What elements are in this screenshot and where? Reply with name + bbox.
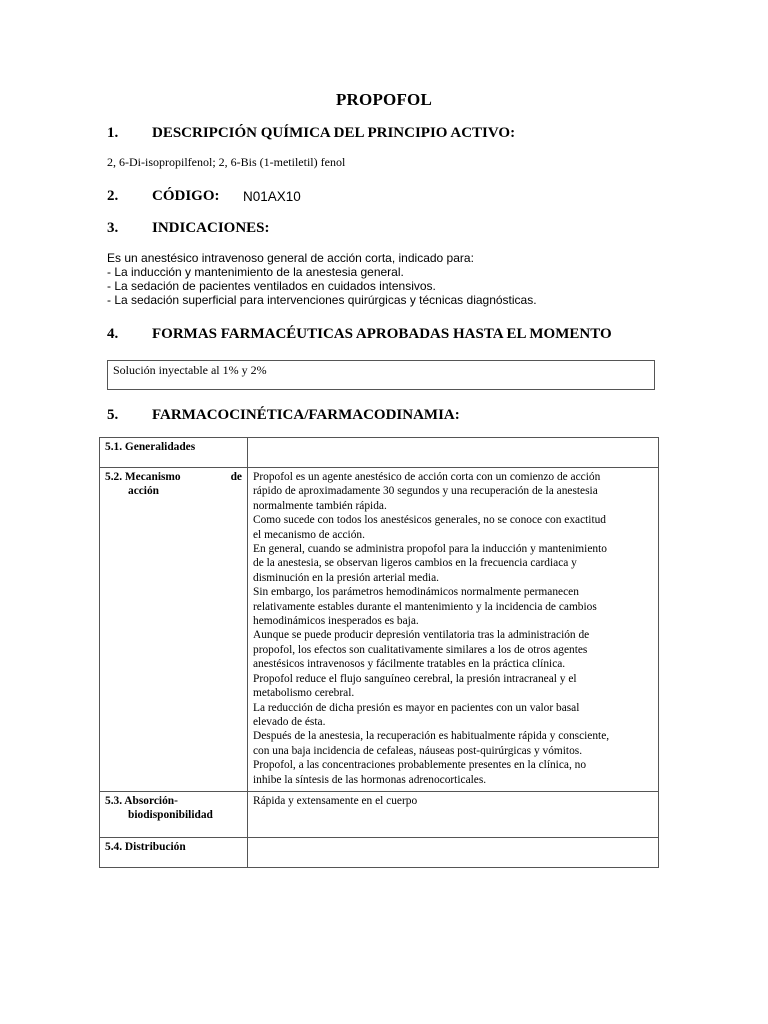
row-label-mecanismo bbox=[100, 468, 248, 792]
section-1-number: 1. bbox=[107, 125, 119, 141]
text-line: Propofol reduce el flujo sanguíneo cerebral, la presión intracraneal y el bbox=[253, 672, 577, 685]
table-row bbox=[100, 791, 659, 837]
section-4-heading: FORMAS FARMACÉUTICAS APROBADAS HASTA EL MOMENTO bbox=[152, 326, 612, 342]
table-row bbox=[100, 438, 659, 468]
label-part: 5.3. Absorción- bbox=[105, 794, 178, 807]
row-label-distribucion: 5.4. Distribución bbox=[100, 837, 248, 867]
row-label-generalidades: 5.1. Generalidades bbox=[100, 438, 248, 468]
row-label-absorcion bbox=[100, 791, 248, 837]
section-5-heading: FARMACOCINÉTICA/FARMACODINAMIA: bbox=[152, 407, 460, 423]
section-1-text: 2, 6-Di-isopropilfenol; 2, 6-Bis (1-metiletil) fenol bbox=[107, 155, 346, 169]
text-line: Sin embargo, los parámetros hemodinámicos normalmente permanecen bbox=[253, 586, 579, 599]
text-line: de la anestesia, se observan ligeros cambios en la frecuencia cardiaca y bbox=[253, 557, 577, 570]
text-line: relativamente estables durante el mantenimiento y la incidencia de cambios bbox=[253, 600, 597, 613]
document-title: PROPOFOL bbox=[335, 90, 433, 109]
indications-line: Es un anestésico intravenoso general de acción corta, indicado para: bbox=[107, 251, 474, 265]
label-part: acción bbox=[128, 485, 160, 498]
text-line: anestésicos intravenosos y fácilmente tratables en la práctica clínica. bbox=[253, 658, 566, 671]
label-part: 5.2. Mecanismo bbox=[105, 471, 181, 483]
text-line: inhibe la síntesis de las hormonas adrenocorticales. bbox=[253, 773, 487, 786]
indications-line: - La inducción y mantenimiento de la anestesia general. bbox=[107, 265, 404, 279]
text-line: Como sucede con todos los anestésicos generales, no se conoce con exactitud bbox=[253, 514, 607, 527]
text-line: propofol, los efectos son cualitativamente similares a los de otros agentes bbox=[253, 643, 588, 656]
section-3-number: 3. bbox=[107, 220, 119, 236]
table-row bbox=[100, 468, 659, 792]
text-line: el mecanismo de acción. bbox=[253, 528, 365, 541]
section-2-number: 2. bbox=[107, 188, 119, 204]
text-line: disminución en la presión arterial media. bbox=[253, 571, 439, 584]
text-line: Después de la anestesia, la recuperación es habitualmente rápida y consciente, bbox=[253, 730, 610, 743]
section-2-heading: CÓDIGO: bbox=[152, 188, 220, 204]
text-line: Propofol es un agente anestésico de acción corta con un comienzo de acción bbox=[253, 471, 601, 483]
text-line: elevado de ésta. bbox=[253, 715, 326, 728]
table-row bbox=[100, 837, 659, 867]
label-part: biodisponibilidad bbox=[128, 809, 213, 822]
text-line: La reducción de dicha presión es mayor en pacientes con un valor basal bbox=[253, 701, 580, 714]
text-line: Aunque se puede producir depresión ventilatoria tras la administración de bbox=[253, 629, 590, 642]
indications-paragraph bbox=[107, 251, 537, 307]
text-line: En general, cuando se administra propofol para la inducción y mantenimiento bbox=[253, 543, 607, 556]
row-content-empty bbox=[248, 837, 659, 867]
section-3-heading: INDICACIONES: bbox=[152, 220, 270, 236]
mechanism-text bbox=[248, 468, 659, 792]
dosage-forms-text: Solución inyectable al 1% y 2% bbox=[113, 363, 267, 377]
label-part: de bbox=[230, 471, 242, 483]
absorption-text: Rápida y extensamente en el cuerpo bbox=[248, 791, 659, 837]
section-5-number: 5. bbox=[107, 407, 119, 423]
row-content-empty bbox=[248, 438, 659, 468]
text-line: Propofol, a las concentraciones probablemente presentes en la clínica, no bbox=[253, 759, 587, 772]
text-line: normalmente también rápida. bbox=[253, 499, 387, 512]
indications-line: - La sedación superficial para intervenciones quirúrgicas y técnicas diagnósticas. bbox=[107, 293, 537, 307]
atc-code-value: N01AX10 bbox=[243, 189, 301, 204]
pharmacokinetics-table bbox=[99, 437, 659, 868]
indications-line: - La sedación de pacientes ventilados en cuidados intensivos. bbox=[107, 279, 436, 293]
section-4-number: 4. bbox=[107, 326, 119, 342]
section-1-heading: DESCRIPCIÓN QUÍMICA DEL PRINCIPIO ACTIVO: bbox=[152, 125, 516, 141]
text-line: rápido de aproximadamente 30 segundos y una recuperación de la anestesia bbox=[253, 485, 598, 498]
text-line: hemodinámicos inesperados es baja. bbox=[253, 615, 419, 628]
text-line: con una baja incidencia de cefaleas, náuseas post-quirúrgicas y vómitos. bbox=[253, 744, 583, 757]
text-line: metabolismo cerebral. bbox=[253, 687, 355, 700]
dosage-forms-box bbox=[107, 360, 655, 390]
